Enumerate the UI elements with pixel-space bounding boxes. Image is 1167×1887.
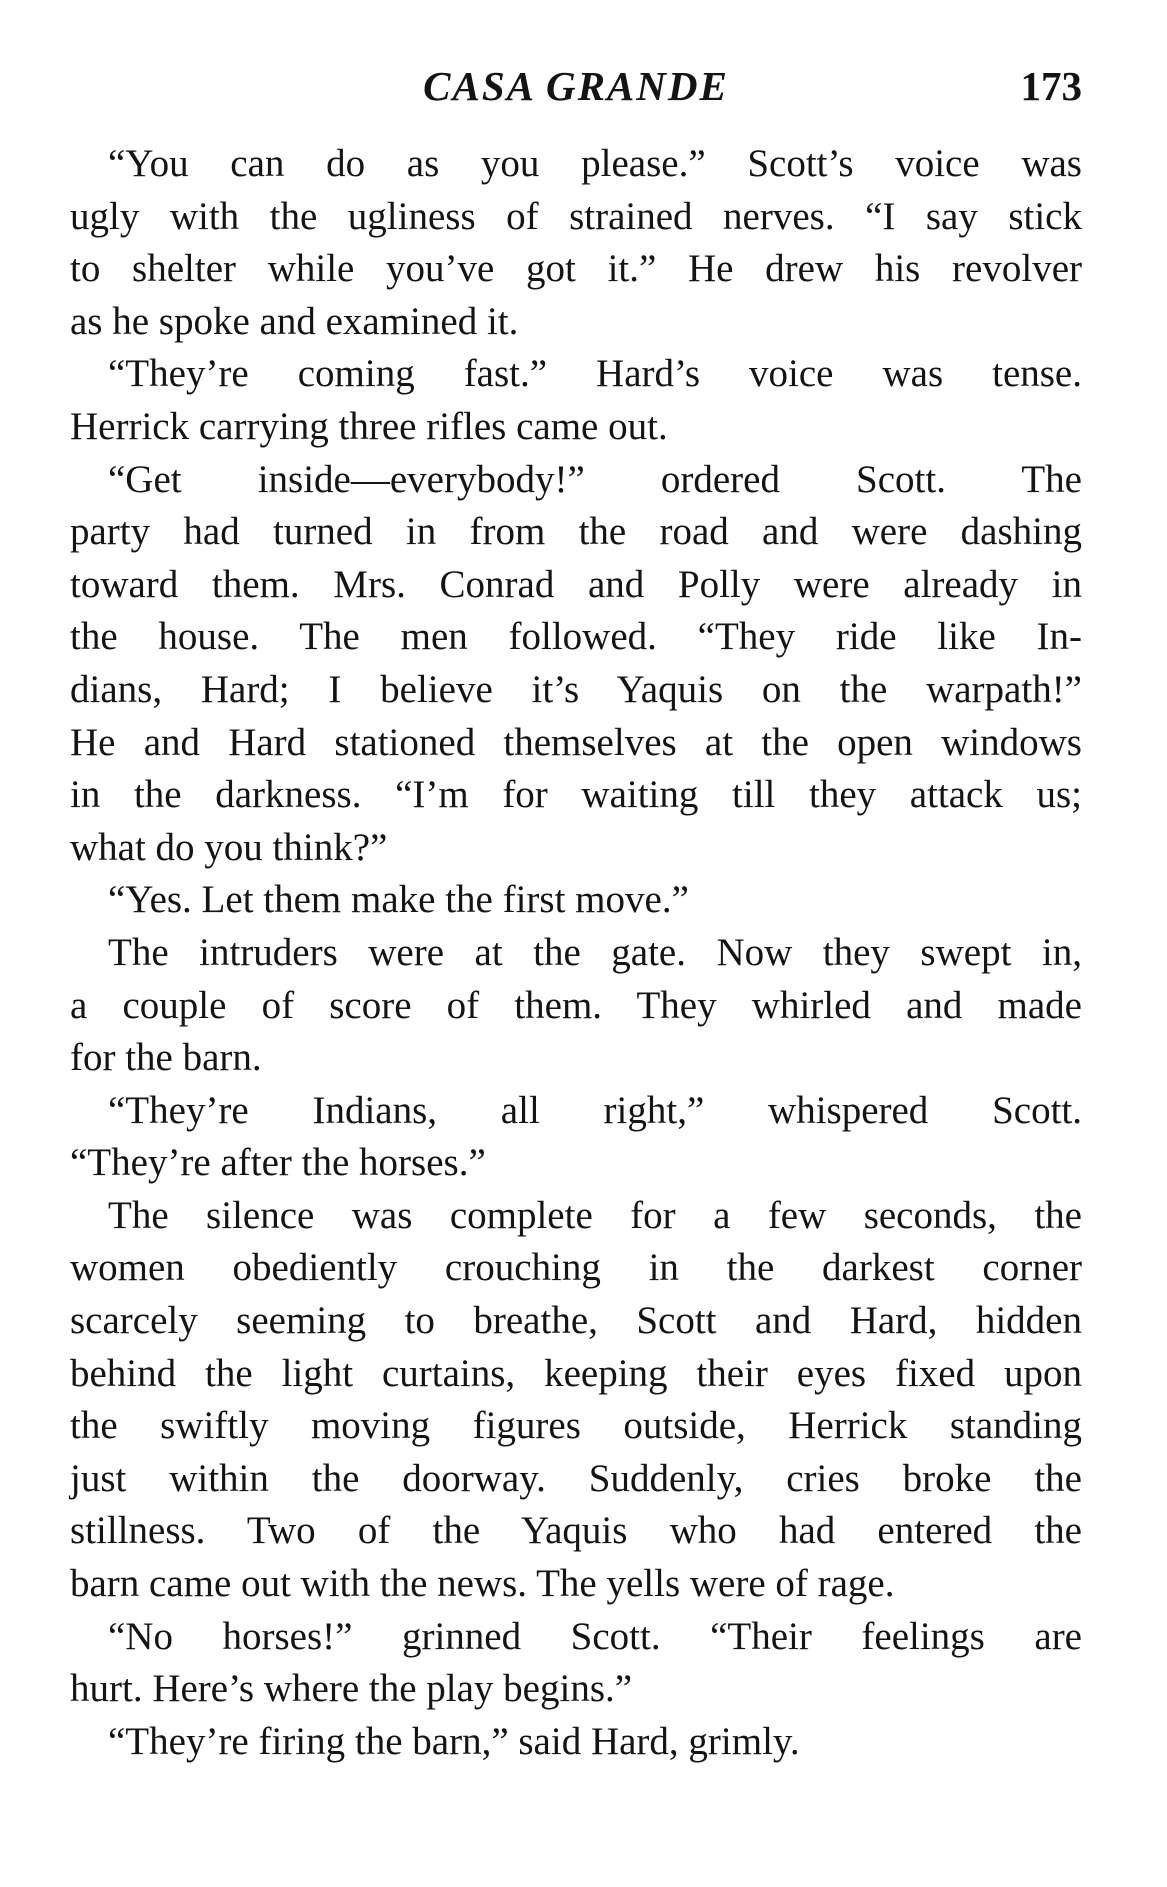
text-line: scarcely seeming to breathe, Scott and Hard, hidden xyxy=(70,1299,1082,1343)
text-line: Herrick carrying three rifles came out. xyxy=(70,404,668,448)
text-line: “They’re Indians, all right,” whispered Scott. xyxy=(108,1088,1082,1132)
text-line: “No horses!” grinned Scott. “Their feelings are xyxy=(108,1614,1082,1658)
text-line: barn came out with the news. The yells were of rage. xyxy=(70,1562,895,1606)
text-line: a couple of score of them. They whirled and made xyxy=(70,983,1082,1027)
text-line: as he spoke and examined it. xyxy=(70,299,519,343)
body-text xyxy=(70,138,1082,1768)
text-line: women obediently crouching in the darkest corner xyxy=(70,1246,1082,1290)
text-line: “They’re coming fast.” Hard’s voice was tense. xyxy=(108,352,1082,396)
text-line: party had turned in from the road and were dashing xyxy=(70,510,1082,554)
text-line: The silence was complete for a few seconds, the xyxy=(108,1193,1082,1237)
running-title: CASA GRANDE xyxy=(423,63,729,109)
page-number: 173 xyxy=(1020,63,1082,109)
text-line: He and Hard stationed themselves at the open windows xyxy=(70,720,1082,764)
text-line: just within the doorway. Suddenly, cries broke the xyxy=(70,1456,1082,1500)
text-line: the house. The men followed. “They ride like In- xyxy=(70,615,1082,659)
text-line: behind the light curtains, keeping their eyes fixed upon xyxy=(70,1351,1082,1395)
text-line: “They’re after the horses.” xyxy=(70,1141,486,1185)
text-line: toward them. Mrs. Conrad and Polly were already in xyxy=(70,562,1082,606)
running-head xyxy=(70,62,1082,118)
text-line: “You can do as you please.” Scott’s voice was xyxy=(108,142,1082,185)
text-line: for the barn. xyxy=(70,1036,262,1080)
text-line: “Yes. Let them make the first move.” xyxy=(108,878,689,922)
text-line: the swiftly moving figures outside, Herrick standing xyxy=(70,1404,1082,1448)
text-line: what do you think?” xyxy=(70,825,388,869)
text-line: “They’re firing the barn,” said Hard, grimly. xyxy=(108,1719,800,1763)
text-line: “Get inside—everybody!” ordered Scott. The xyxy=(108,457,1082,501)
text-line: The intruders were at the gate. Now they swept in, xyxy=(108,930,1082,974)
text-line: in the darkness. “I’m for waiting till they attack us; xyxy=(70,773,1082,817)
text-line: to shelter while you’ve got it.” He drew his revolver xyxy=(70,247,1082,291)
text-line: stillness. Two of the Yaquis who had entered the xyxy=(70,1509,1082,1553)
text-line: dians, Hard; I believe it’s Yaquis on the warpath!” xyxy=(70,667,1082,711)
text-line: ugly with the ugliness of strained nerves. “I say stick xyxy=(70,194,1082,238)
text-line: hurt. Here’s where the play begins.” xyxy=(70,1667,633,1711)
